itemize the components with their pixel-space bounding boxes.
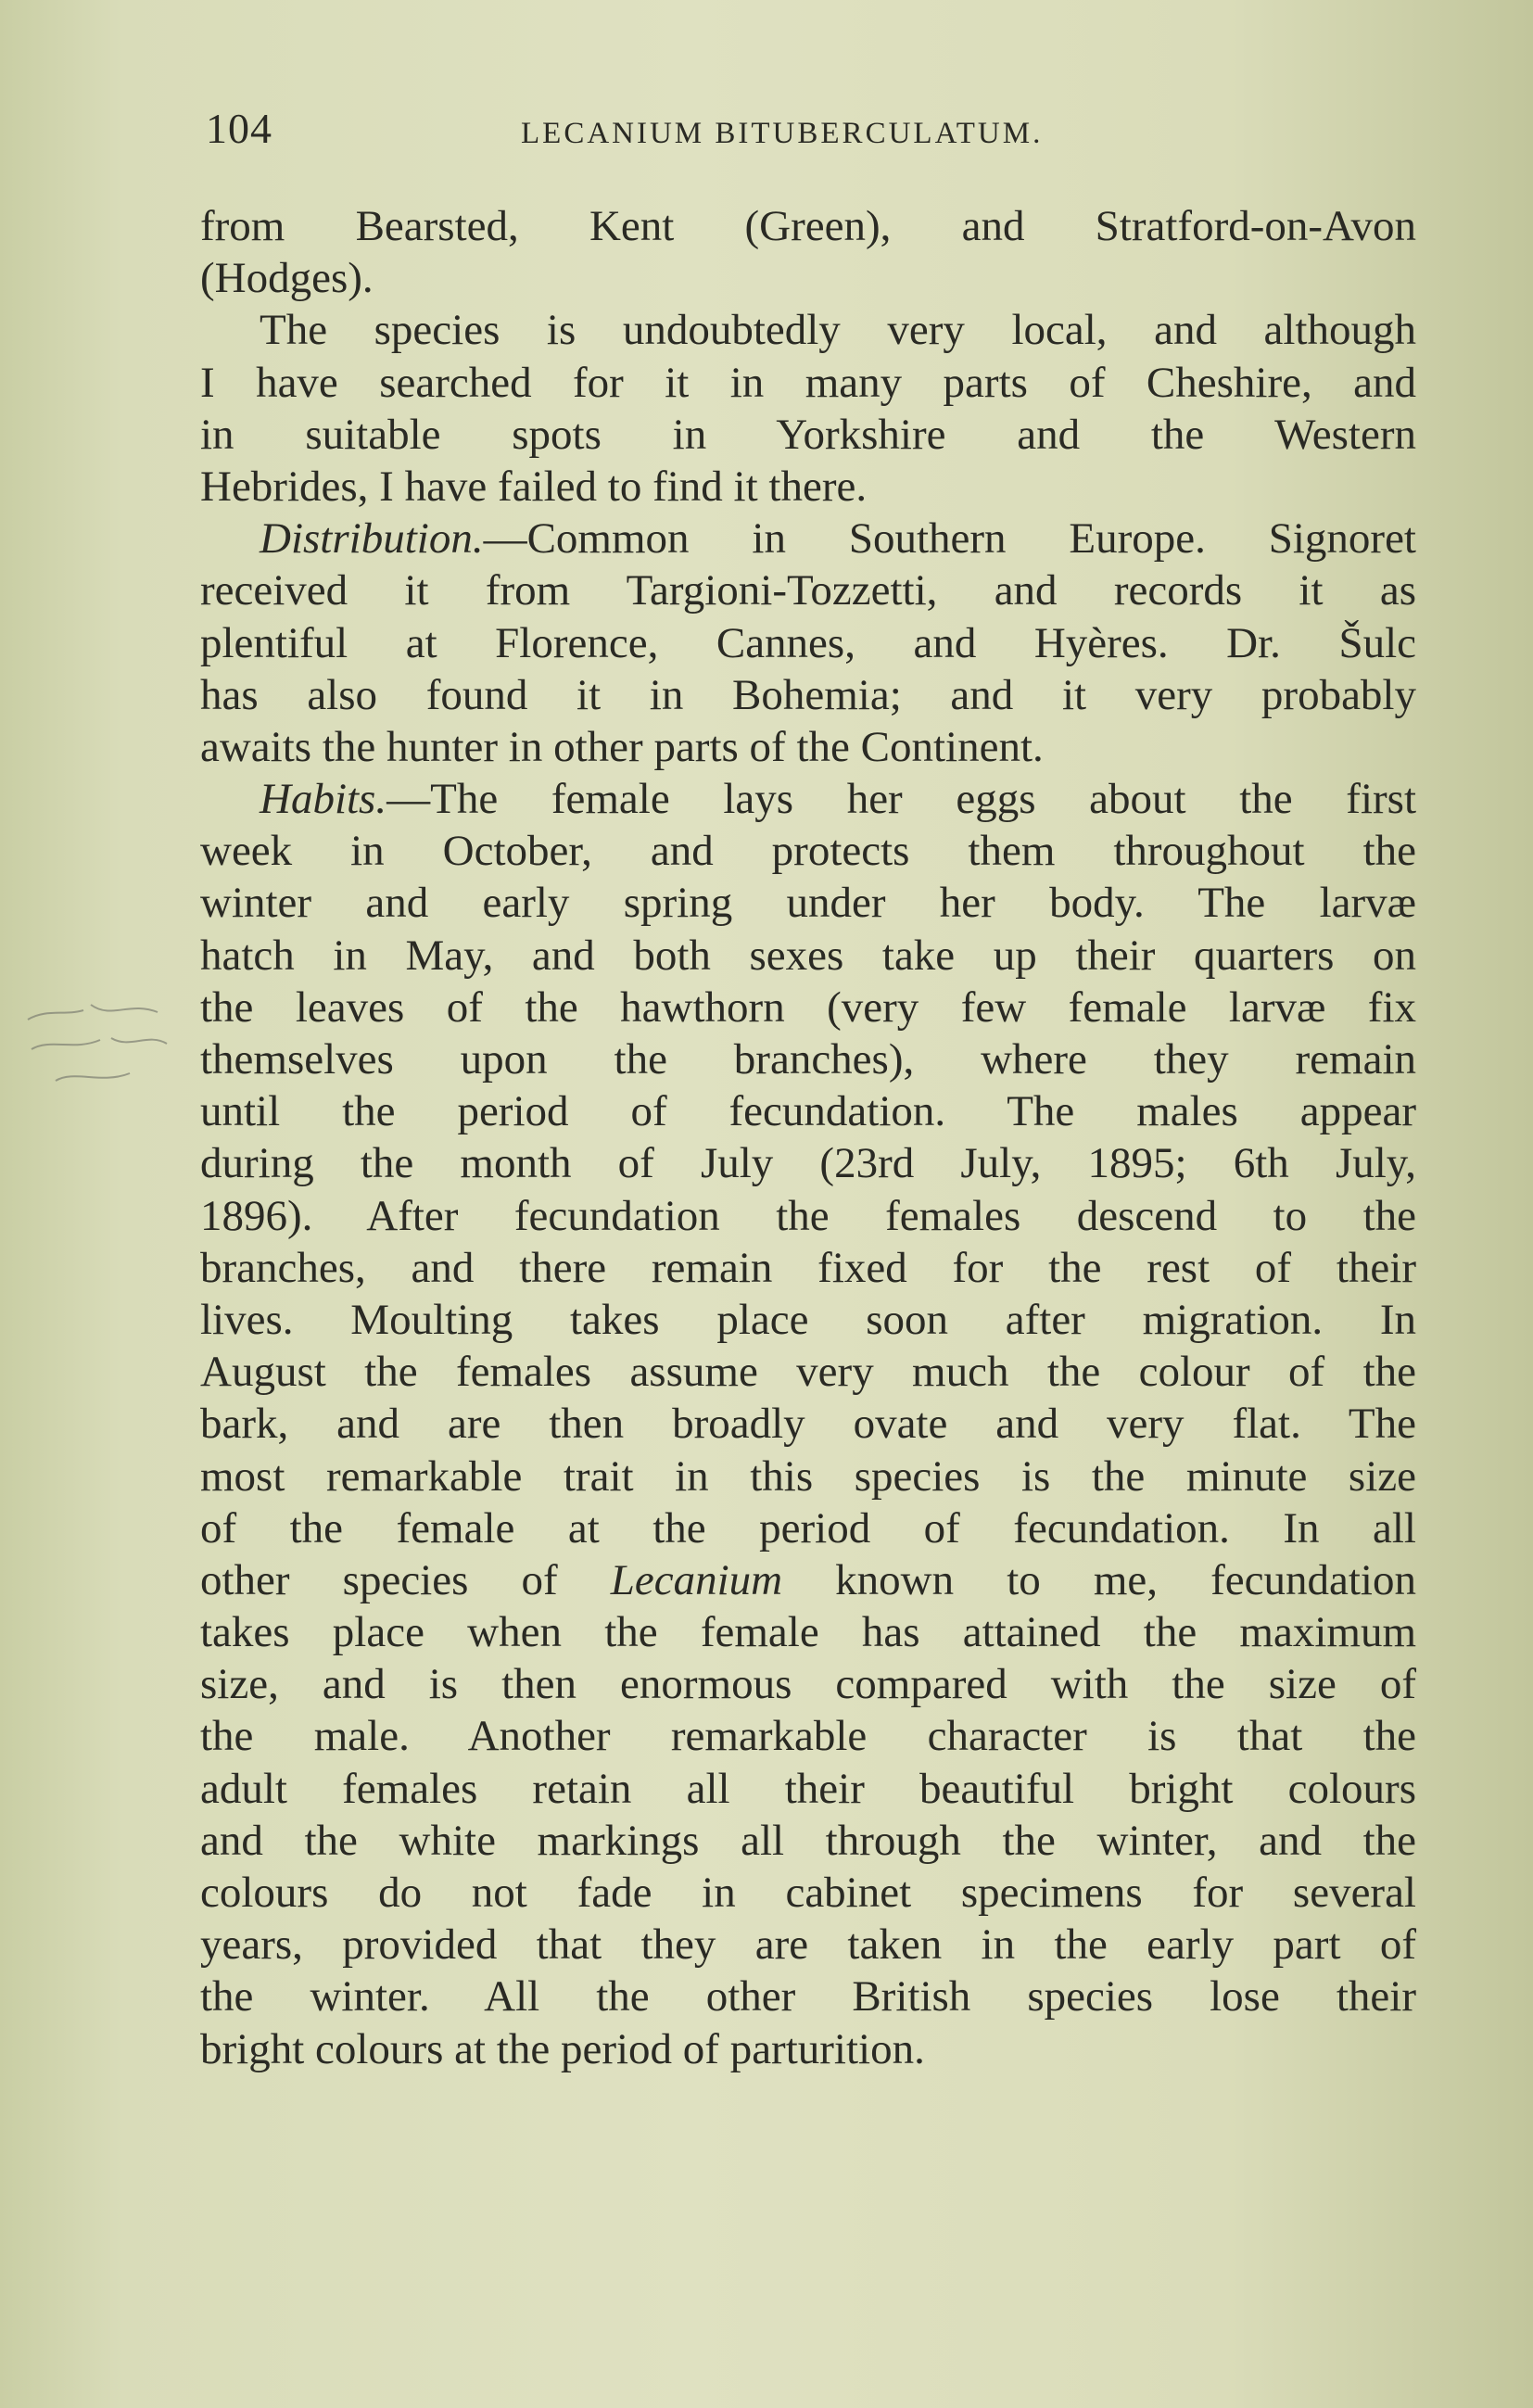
text-line bbox=[200, 825, 1416, 877]
text-line bbox=[200, 1451, 1416, 1502]
text-line bbox=[200, 1710, 1416, 1762]
text-run: known to me, fecundation bbox=[782, 1555, 1416, 1604]
text-line bbox=[200, 1398, 1416, 1450]
text-line bbox=[200, 1606, 1416, 1658]
italic-text: Habits. bbox=[260, 775, 387, 824]
page-number: 104 bbox=[206, 105, 272, 152]
text-run: the male. Another remarkable character is that the bbox=[200, 1712, 1416, 1761]
text-line bbox=[200, 1658, 1416, 1710]
text-line bbox=[200, 1242, 1416, 1294]
text-run: August the females assume very much the colour of the bbox=[200, 1348, 1416, 1397]
text-run: and the white markings all through the winter, and the bbox=[200, 1816, 1416, 1865]
text-run: branches, and there remain fixed for the rest of their bbox=[200, 1243, 1416, 1292]
text-line bbox=[200, 461, 1416, 513]
text-line bbox=[200, 2023, 1416, 2075]
text-line bbox=[200, 1971, 1416, 2022]
text-line bbox=[200, 1294, 1416, 1346]
text-run: size, and is then enormous compared with the size of bbox=[200, 1660, 1416, 1709]
text-run: (Hodges). bbox=[200, 254, 374, 303]
text-run: themselves upon the branches), where they remain bbox=[200, 1035, 1416, 1084]
text-run: the winter. All the other British species lose their bbox=[200, 1972, 1416, 2021]
text-run: from Bearsted, Kent (Green), and Stratford-on-Avon bbox=[200, 202, 1416, 250]
text-run: other species of bbox=[200, 1555, 611, 1604]
text-run: in suitable spots in Yorkshire and the Western bbox=[200, 410, 1416, 459]
text-line bbox=[200, 1554, 1416, 1606]
handwritten-margin-note bbox=[19, 992, 176, 1112]
text-line bbox=[200, 1867, 1416, 1919]
text-run: takes place when the female has attained the maximum bbox=[200, 1608, 1416, 1657]
text-line bbox=[200, 1502, 1416, 1554]
text-run: winter and early spring under her body. The larvæ bbox=[200, 879, 1416, 928]
text-line bbox=[200, 1137, 1416, 1189]
text-line bbox=[200, 617, 1416, 669]
text-line bbox=[200, 669, 1416, 721]
text-line bbox=[200, 721, 1416, 773]
text-run: lives. Moulting takes place soon after migration. In bbox=[200, 1295, 1416, 1344]
text-line bbox=[200, 513, 1416, 564]
text-run: hatch in May, and both sexes take up their quarters on bbox=[200, 931, 1416, 980]
text-run: has also found it in Bohemia; and it very probably bbox=[200, 670, 1416, 719]
running-head bbox=[206, 104, 1420, 159]
text-run: —Common in Southern Europe. Signoret bbox=[483, 514, 1416, 564]
italic-text: Distribution. bbox=[260, 514, 484, 564]
text-line bbox=[200, 1763, 1416, 1815]
body-text bbox=[200, 200, 1416, 2075]
italic-text: Lecanium bbox=[610, 1555, 783, 1604]
text-line bbox=[200, 304, 1416, 356]
text-run: most remarkable trait in this species is the minute size bbox=[200, 1451, 1416, 1501]
text-run: until the period of fecundation. The males appear bbox=[200, 1087, 1416, 1136]
text-run: —The female lays her eggs about the first bbox=[386, 775, 1416, 824]
text-run: bark, and are then broadly ovate and very flat. The bbox=[200, 1400, 1416, 1449]
text-line bbox=[200, 252, 1416, 304]
text-line bbox=[200, 930, 1416, 982]
text-line bbox=[200, 357, 1416, 409]
text-run: awaits the hunter in other parts of the Continent. bbox=[200, 722, 1044, 771]
text-run: of the female at the period of fecundation. In all bbox=[200, 1503, 1416, 1553]
text-run: Hebrides, I have failed to find it there. bbox=[200, 462, 868, 511]
text-line bbox=[200, 982, 1416, 1033]
text-run: adult females retain all their beautiful bright colours bbox=[200, 1764, 1416, 1813]
text-line bbox=[200, 564, 1416, 616]
text-run: colours do not fade in cabinet specimens for several bbox=[200, 1869, 1416, 1917]
text-run: years, provided that they are taken in the early part of bbox=[200, 1920, 1416, 1970]
text-run: The species is undoubtedly very local, and although bbox=[260, 306, 1416, 355]
text-run: bright colours at the period of parturition. bbox=[200, 2024, 925, 2073]
text-line bbox=[200, 1085, 1416, 1137]
text-line bbox=[200, 1190, 1416, 1242]
text-line bbox=[200, 1346, 1416, 1398]
text-run: I have searched for it in many parts of Cheshire, and bbox=[200, 358, 1416, 407]
text-line bbox=[200, 1815, 1416, 1867]
text-run: the leaves of the hawthorn (very few female larvæ fix bbox=[200, 982, 1416, 1032]
text-line bbox=[200, 1033, 1416, 1085]
text-line bbox=[200, 877, 1416, 929]
text-line bbox=[200, 200, 1416, 252]
text-run: week in October, and protects them throughout the bbox=[200, 827, 1416, 876]
text-line bbox=[200, 409, 1416, 461]
text-run: received it from Targioni-Tozzetti, and records it as bbox=[200, 566, 1416, 615]
text-line bbox=[200, 1919, 1416, 1971]
text-run: 1896). After fecundation the females descend to the bbox=[200, 1191, 1416, 1240]
text-run: during the month of July (23rd July, 1895; 6th July, bbox=[200, 1139, 1416, 1188]
text-run: plentiful at Florence, Cannes, and Hyères. Dr. Šulc bbox=[200, 618, 1416, 667]
text-line bbox=[200, 773, 1416, 825]
pencil-scribble-icon bbox=[19, 992, 176, 1112]
running-title: LECANIUM BITUBERCULATUM. bbox=[521, 117, 1044, 150]
